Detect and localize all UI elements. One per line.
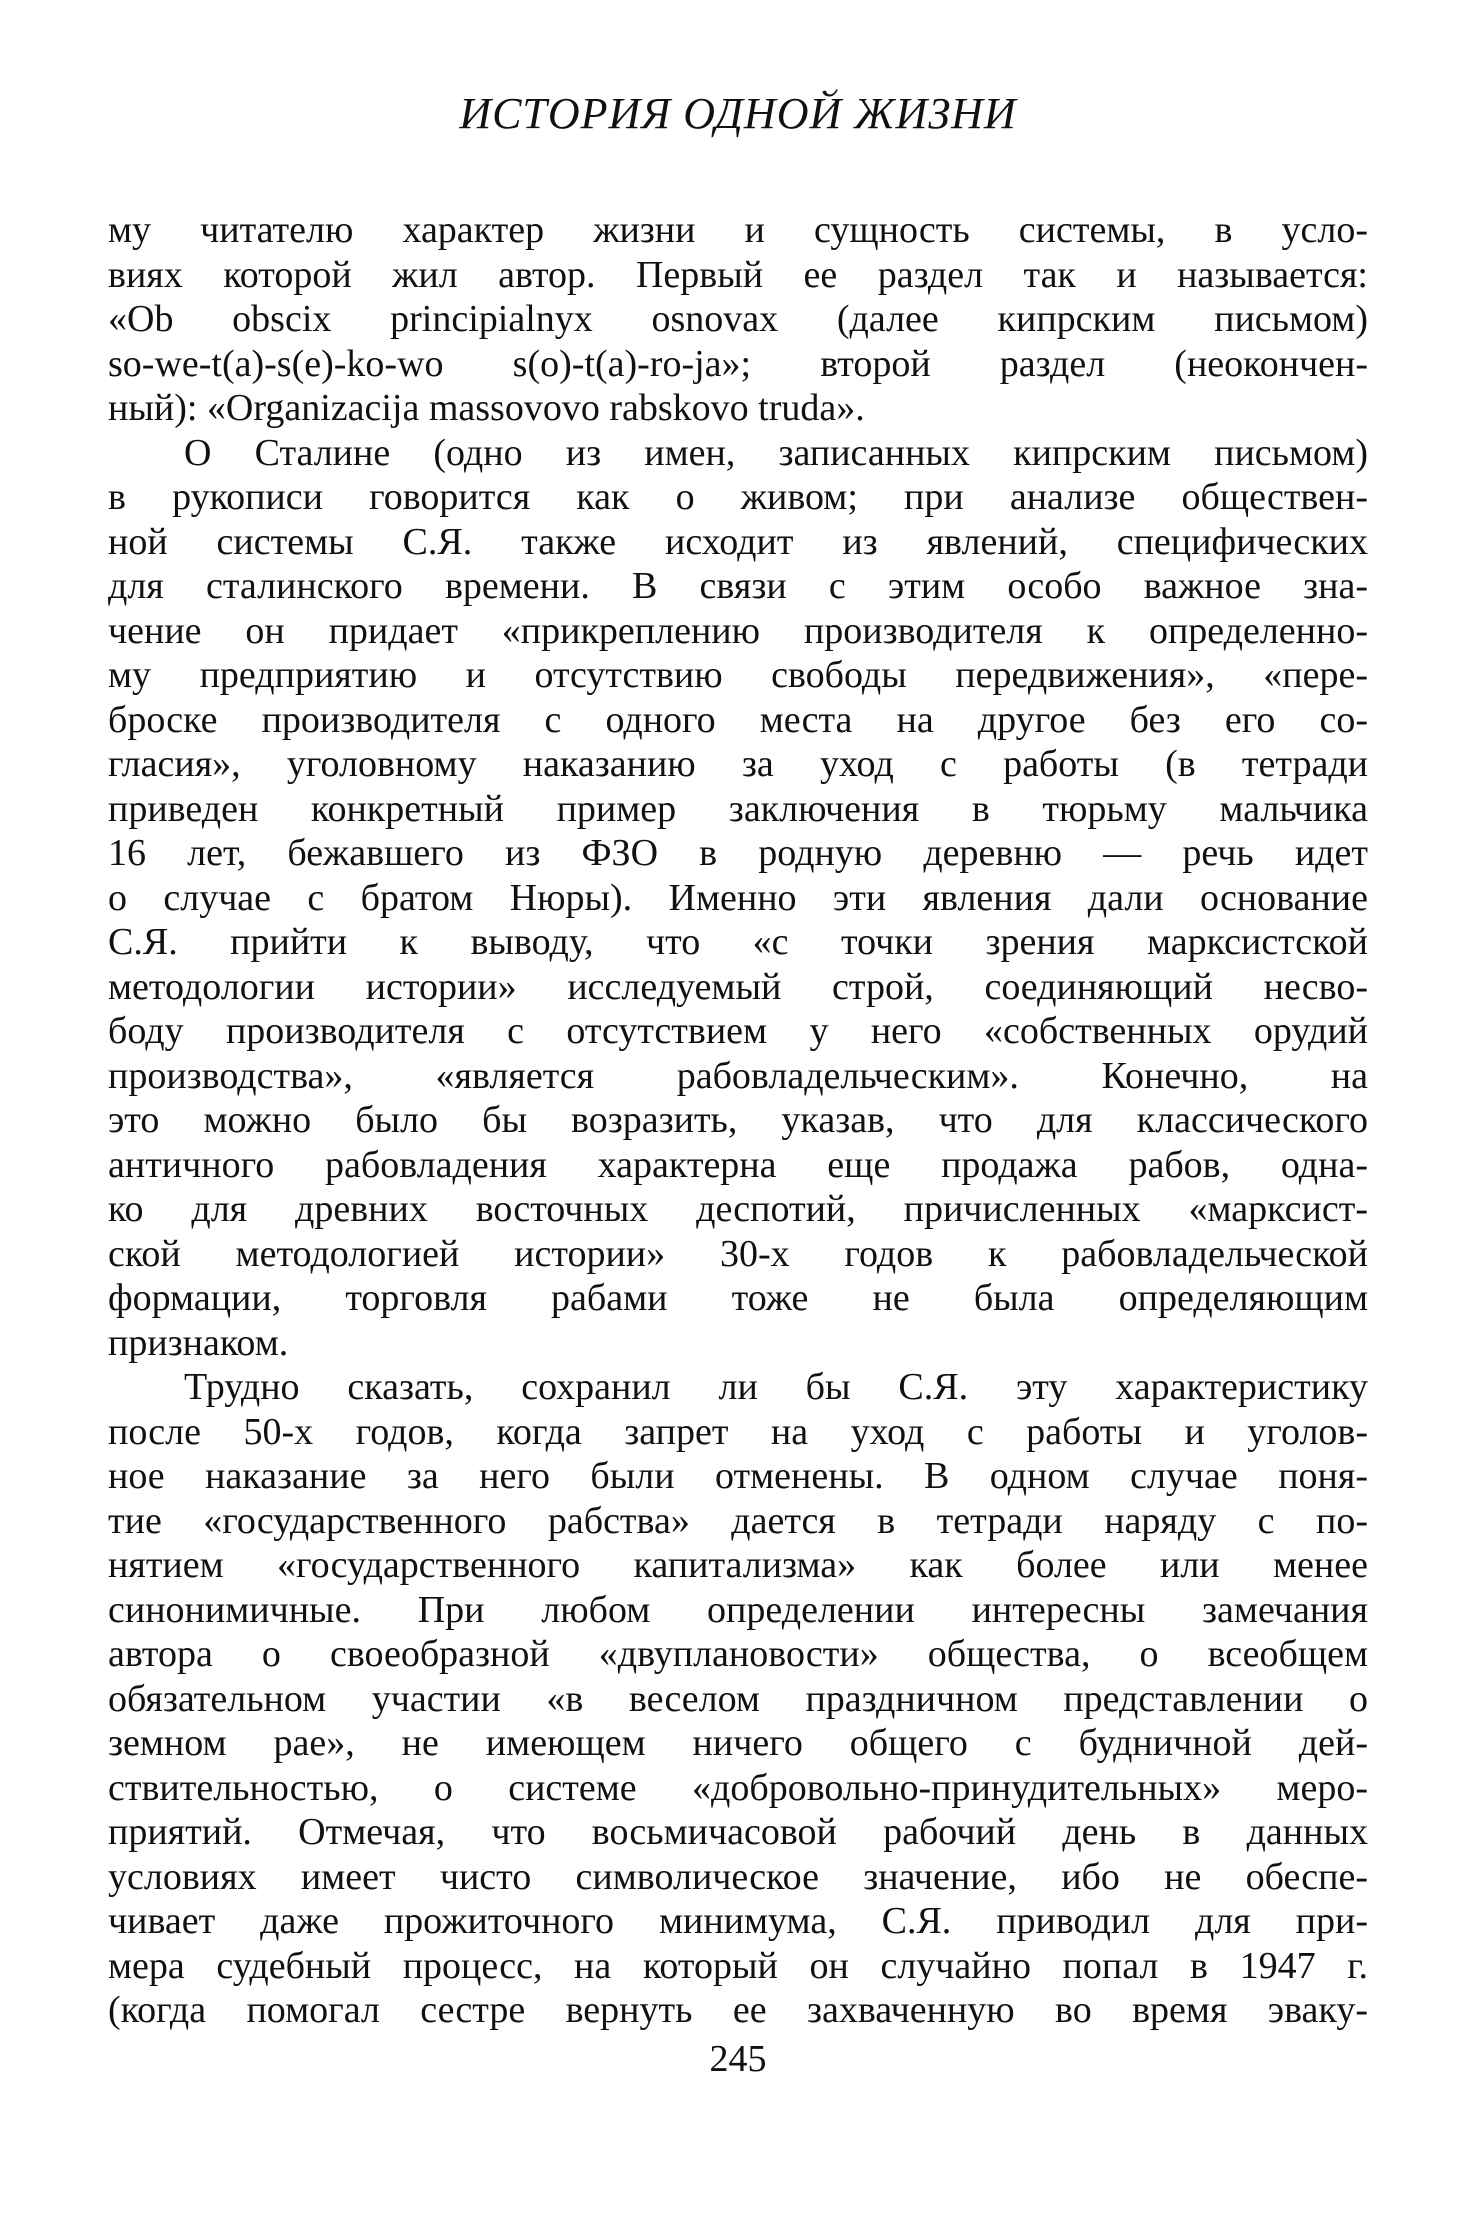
text-line: виях которой жил автор. Первый ее раздел так и называется: [108,253,1368,296]
text-line: му предприятию и отсутствию свободы передвижения», «пере- [108,654,1368,696]
text-line: ное наказание за него были отменены. В одном случае поня- [108,1455,1368,1497]
text-line: обязательном участии «в веселом праздничном представлении о [108,1677,1368,1720]
text-line: это можно было бы возразить, указав, что для классического [108,1099,1368,1141]
text-line: ный): «Organizacija massovovo rabskovo truda». [108,387,865,429]
text-line: о случае с братом Нюры). Именно эти явления дали основание [108,876,1368,919]
text-line: для сталинского времени. В связи с этим особо важное зна- [108,565,1368,607]
text-line: Трудно сказать, сохранил ли бы С.Я. эту характеристику [184,1366,1368,1408]
text-line: чение он придает «прикреплению производителя к определенно- [108,609,1368,652]
text-line: (когда помогал сестре вернуть ее захваченную во время эваку- [108,1989,1368,2031]
text-line: броске производителя с одного места на другое без его со- [108,698,1368,741]
text-line: синонимичные. При любом определении интересны замечания [108,1588,1368,1631]
text-line: в рукописи говорится как о живом; при анализе обществен- [108,476,1368,518]
running-head: ИСТОРИЯ ОДНОЙ ЖИЗНИ [459,89,1017,138]
text-line: после 50-х годов, когда запрет на уход с работы и уголов- [108,1410,1368,1453]
text-line: производства», «является рабовладельческим». Конечно, на [108,1054,1368,1097]
text-line: земном рае», не имеющем ничего общего с будничной дей- [108,1722,1368,1764]
text-line: боду производителя с отсутствием у него «собственных орудий [108,1010,1368,1052]
text-line: му читателю характер жизни и сущность системы, в усло- [108,209,1368,251]
text-line: 16 лет, бежавшего из ФЗО в родную деревню — речь идет [108,832,1368,874]
page-number: 245 [709,2038,767,2080]
text-line: О Сталине (одно из имен, записанных кипрским письмом) [184,431,1368,474]
text-line: чивает даже прожиточного минимума, С.Я. приводил для при- [108,1900,1368,1942]
text-line: тие «государственного рабства» дается в тетради наряду с по- [108,1499,1368,1542]
text-line: приведен конкретный пример заключения в тюрьму мальчика [108,787,1368,830]
text-line: ко для древних восточных деспотий, причисленных «марксист- [108,1188,1368,1230]
body-text [108,208,1368,2033]
text-line: мера судебный процесс, на который он случайно попал в 1947 г. [108,1944,1368,1987]
text-line: методологии истории» исследуемый строй, соединяющий несво- [108,965,1368,1008]
text-line: условиях имеет чисто символическое значение, ибо не обеспе- [108,1855,1368,1898]
text-line: so-we-t(a)-s(e)-ko-wo s(o)-t(a)-ro-ja»; второй раздел (неокончен- [108,342,1368,385]
text-line: признаком. [108,1321,289,1364]
text-line: гласия», уголовному наказанию за уход с работы (в тетради [108,743,1368,785]
text-line: «Ob obscix principialnyx osnovax (далее кипрским письмом) [108,298,1368,340]
text-line: нятием «государственного капитализма» как более или менее [108,1544,1368,1586]
text-line: античного рабовладения характерна еще продажа рабов, одна- [108,1143,1368,1186]
text-line: ской методологией истории» 30-х годов к рабовладельческой [108,1232,1368,1275]
text-line: автора о своеобразной «двуплановости» общества, о всеобщем [108,1633,1368,1675]
text-line: приятий. Отмечая, что восьмичасовой рабочий день в данных [108,1811,1368,1853]
text-line: ной системы С.Я. также исходит из явлений, специфических [108,520,1368,563]
text-line: ствительностью, о системе «добровольно-принудительных» меро- [108,1766,1368,1809]
text-line: С.Я. прийти к выводу, что «с точки зрения марксистской [108,921,1368,963]
text-line: формации, торговля рабами тоже не была определяющим [108,1277,1368,1319]
